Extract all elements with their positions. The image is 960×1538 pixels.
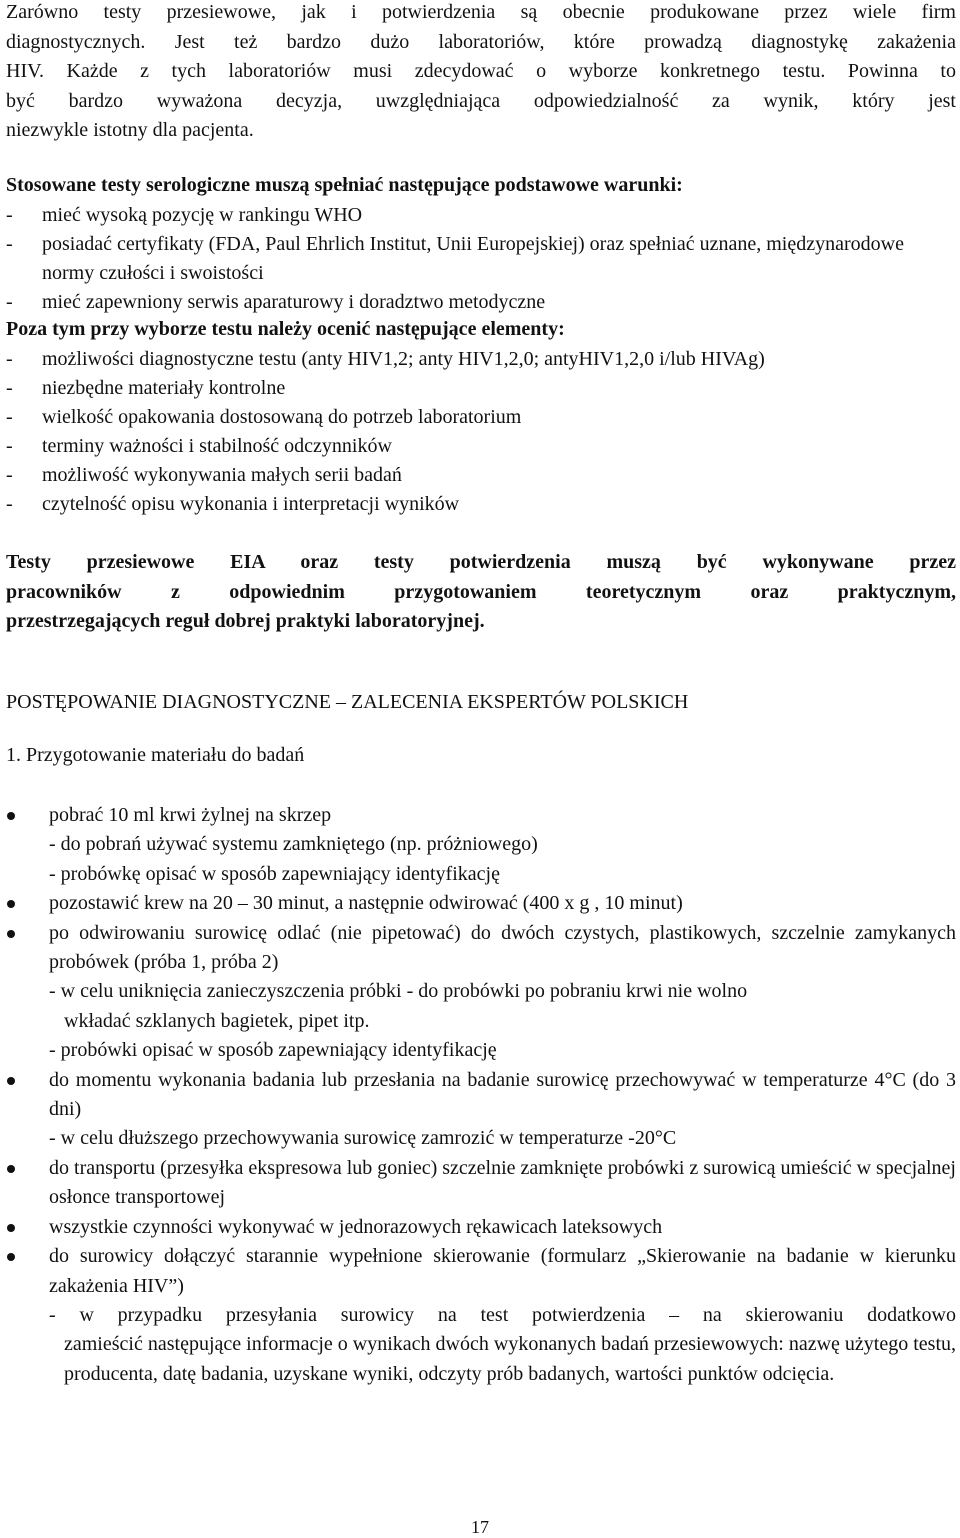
intro-line: HIV. Każde z tych laboratoriów musi zdecydować o wyborze konkretnego testu. Powinna to <box>6 60 956 82</box>
bullet-text: pozostawić krew na 20 – 30 minut, a następnie odwirować (400 x g , 10 minut) <box>49 892 683 915</box>
dash-marker: - <box>6 463 13 486</box>
bullet-subtext: zamieścić następujące informacje o wynikach dwóch wykonanych badań przesiewowych: nazwę użytego testu, producenta, datę badania, uzyskane wyniki, odczyty prób badanych, wartości punktów odcięcia. <box>64 1333 956 1385</box>
list-item <box>6 490 956 519</box>
list-item-text: mieć wysoką pozycję w rankingu WHO <box>42 203 363 226</box>
dash-marker: - <box>6 232 13 255</box>
dash-marker: - <box>6 492 13 515</box>
intro-paragraph <box>6 0 956 146</box>
list-item-text: mieć zapewniony serwis aparaturowy i doradztwo metodyczne <box>42 290 546 313</box>
bullet-subtext: - probówkę opisać w sposób zapewniający identyfikację <box>49 862 500 885</box>
list-item-text: wielkość opakowania dostosowaną do potrzeb laboratorium <box>42 405 522 428</box>
bullet-subtext: - probówki opisać w sposób zapewniający identyfikację <box>49 1039 497 1062</box>
intro-line: niezwykle istotny dla pacjenta. <box>6 119 254 141</box>
bullet-subtext: - w przypadku przesyłania surowicy na test potwierdzenia – na skierowaniu dodatkowo <box>49 1303 956 1326</box>
dash-marker: - <box>6 203 13 226</box>
bullet-subtext: wkładać szklanych bagietek, pipet itp. <box>64 1009 370 1032</box>
preparation-list <box>6 801 956 1389</box>
bullet-item <box>6 1066 956 1154</box>
bullet-item <box>6 1242 956 1389</box>
list-item-text: możliwości diagnostyczne testu (anty HIV1,2; anty HIV1,2,0; antyHIV1,2,0 i/lub HIVAg) <box>42 347 765 370</box>
list-item <box>6 230 956 288</box>
bullet-dot-icon <box>6 1066 49 1154</box>
personnel-line: przestrzegających reguł dobrej praktyki laboratoryjnej. <box>6 610 485 632</box>
list-item <box>6 374 956 403</box>
bullet-text: do surowicy dołączyć starannie wypełnione skierowanie (formularz „Skierowanie na badanie w kierunku zakażenia HIV”) <box>49 1245 956 1297</box>
bullet-subtext: - do pobrań używać systemu zamkniętego (np. próżniowego) <box>49 833 538 856</box>
bullet-subtext: - w celu uniknięcia zanieczyszczenia próbki - do probówki po pobraniu krwi nie wolno <box>49 980 748 1003</box>
intro-line: diagnostycznych. Jest też bardzo dużo laboratoriów, które prowadzą diagnostykę zakażenia <box>6 30 956 53</box>
personnel-line: pracowników z odpowiednim przygotowaniem teoretycznym oraz praktycznym, <box>6 580 956 603</box>
page-number: 17 <box>471 1517 489 1537</box>
intro-line: Zarówno testy przesiewowe, jak i potwierdzenia są obecnie produkowane przez wiele firm <box>6 1 956 23</box>
requirements-section <box>6 171 956 317</box>
evaluation-heading: Poza tym przy wyborze testu należy ocenić następujące elementy: <box>6 318 565 340</box>
bullet-item <box>6 1154 956 1213</box>
list-item <box>6 403 956 432</box>
list-item-text: terminy ważności i stabilność odczynników <box>42 434 392 457</box>
list-item <box>6 345 956 374</box>
bullet-text: wszystkie czynności wykonywać w jednorazowych rękawicach lateksowych <box>49 1215 663 1238</box>
bullet-dot-icon <box>6 889 49 918</box>
list-item-text: posiadać certyfikaty (FDA, Paul Ehrlich Institut, Unii Europejskiej) oraz spełniać uznane, międzynarodowe normy czułości i swoistości <box>42 232 904 284</box>
personnel-paragraph <box>6 548 956 637</box>
bullet-dot-icon <box>6 919 49 1066</box>
intro-line: być bardzo wyważona decyzja, uwzględniająca odpowiedzialność za wynik, który jest <box>6 89 956 112</box>
bullet-dot-icon <box>6 1213 49 1242</box>
bullet-item <box>6 889 956 918</box>
list-item <box>6 461 956 490</box>
bullet-item <box>6 801 956 889</box>
evaluation-section <box>6 315 956 519</box>
bullet-text: do transportu (przesyłka ekspresowa lub goniec) szczelnie zamknięte probówki z surowicą umieścić w specjalnej osłonce transportowej <box>49 1156 956 1209</box>
dash-marker: - <box>6 347 13 370</box>
bullet-subtext: - w celu dłuższego przechowywania surowicę zamrozić w temperaturze -20°C <box>49 1127 677 1150</box>
dash-marker: - <box>6 290 13 313</box>
list-item <box>6 288 956 317</box>
dash-marker: - <box>6 405 13 428</box>
list-item <box>6 432 956 461</box>
dash-marker: - <box>6 434 13 457</box>
bullet-dot-icon <box>6 1242 49 1389</box>
section-title: POSTĘPOWANIE DIAGNOSTYCZNE – ZALECENIA EKSPERTÓW POLSKICH <box>6 691 689 713</box>
bullet-item <box>6 1213 956 1242</box>
list-item-text: niezbędne materiały kontrolne <box>42 376 286 399</box>
personnel-line: Testy przesiewowe EIA oraz testy potwierdzenia muszą być wykonywane przez <box>6 551 956 573</box>
bullet-dot-icon <box>6 1154 49 1213</box>
list-item-text: czytelność opisu wykonania i interpretacji wyników <box>42 492 460 515</box>
bullet-text: do momentu wykonania badania lub przesłania na badanie surowicę przechowywać w temperaturze 4°C (do 3 dni) <box>49 1068 956 1121</box>
bullet-text: pobrać 10 ml krwi żylnej na skrzep <box>49 804 332 826</box>
bullet-dot-icon <box>6 801 49 889</box>
list-item <box>6 201 956 230</box>
list-item-text: możliwość wykonywania małych serii badań <box>42 463 402 486</box>
bullet-text: po odwirowaniu surowicę odlać (nie pipetować) do dwóch czystych, plastikowych, szczelnie zamykanych probówek (próba 1, próba 2) <box>49 921 956 974</box>
bullet-item <box>6 919 956 1066</box>
requirements-heading: Stosowane testy serologiczne muszą spełniać następujące podstawowe warunki: <box>6 174 683 196</box>
subsection-title: 1. Przygotowanie materiału do badań <box>6 744 305 766</box>
dash-marker: - <box>6 376 13 399</box>
